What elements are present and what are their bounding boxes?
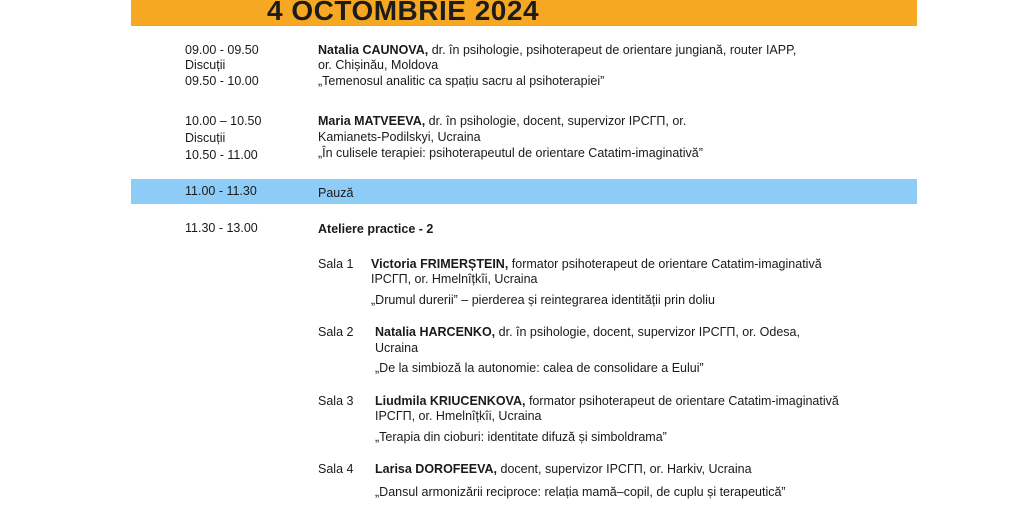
session-1-discussion-time: 09.50 - 10.00 [185, 74, 259, 88]
speaker-name: Larisa DOROFEEVA, [375, 462, 498, 476]
workshops-time: 11.30 - 13.00 [185, 221, 258, 235]
room-title: „Terapia din cioburi: identitate difuză și simboldrama” [375, 430, 667, 444]
speaker-desc: dr. în psihologie, docent, supervizor IPCГП, or. Odesa, [495, 325, 800, 339]
speaker-name: Maria MATVEEVA, [318, 114, 426, 128]
speaker-desc: dr. în psihologie, psihoterapeut de orientare jungiană, router IAPP, [428, 43, 797, 57]
pause-time: 11.00 - 11.30 [185, 184, 257, 198]
speaker-name: Victoria FRIMERȘTEIN, [371, 257, 509, 271]
room-speaker-desc-2: IPCГП, or. Hmelnîțkîi, Ucraina [375, 409, 542, 423]
session-2-time: 10.00 – 10.50 [185, 114, 262, 128]
speaker-name: Liudmila KRIUCENKOVA, [375, 394, 526, 408]
date-title: 4 OCTOMBRIE 2024 [267, 0, 540, 26]
room-label: Sala 3 [318, 394, 354, 408]
room-label: Sala 1 [318, 257, 354, 271]
room-speaker [371, 256, 822, 272]
room-label: Sala 4 [318, 462, 354, 476]
session-1-speaker [318, 42, 796, 58]
date-header [131, 0, 917, 26]
speaker-desc: formator psihoterapeut de orientare Catatim-imaginativă [525, 394, 839, 408]
session-1-discussion: Discuții [185, 58, 226, 72]
speaker-name: Natalia HARCENKO, [375, 325, 496, 339]
session-1-time: 09.00 - 09.50 [185, 43, 259, 57]
speaker-name: Natalia CAUNOVA, [318, 43, 429, 57]
room-title: „De la simbioză la autonomie: calea de consolidare a Eului” [375, 361, 704, 375]
room-speaker-desc-2: Ucraina [375, 341, 419, 355]
speaker-desc: docent, supervizor IPCГП, or. Harkiv, Ucraina [497, 462, 752, 476]
session-2-speaker [318, 113, 686, 129]
room-speaker [375, 461, 752, 477]
session-1-speaker-desc-2: or. Chișinău, Moldova [318, 58, 439, 72]
session-2-speaker-desc-2: Kamianets-Podilskyi, Ucraina [318, 130, 481, 144]
room-speaker [375, 324, 800, 340]
room-label: Sala 2 [318, 325, 354, 339]
pause-label: Pauză [318, 186, 354, 200]
room-title: „Drumul durerii” – pierderea și reintegrarea identității prin doliu [371, 293, 715, 307]
session-2-discussion-time: 10.50 - 11.00 [185, 148, 258, 162]
session-2-title: „În culisele terapiei: psihoterapeutul de orientare Catatim-imaginativă” [318, 146, 703, 160]
workshops-title: Ateliere practice - 2 [318, 222, 434, 236]
speaker-desc: dr. în psihologie, docent, supervizor IPCГП, or. [425, 114, 687, 128]
session-2-discussion: Discuții [185, 131, 226, 145]
room-speaker [375, 393, 839, 409]
speaker-desc: formator psihoterapeut de orientare Catatim-imaginativă [508, 257, 822, 271]
room-title: „Dansul armonizării reciproce: relația mamă–copil, de cuplu și terapeutică” [375, 485, 786, 499]
session-1-title: „Temenosul analitic ca spațiu sacru al psihoterapiei” [318, 74, 605, 88]
room-speaker-desc-2: IPCГП, or. Hmelnîțkîi, Ucraina [371, 272, 538, 286]
